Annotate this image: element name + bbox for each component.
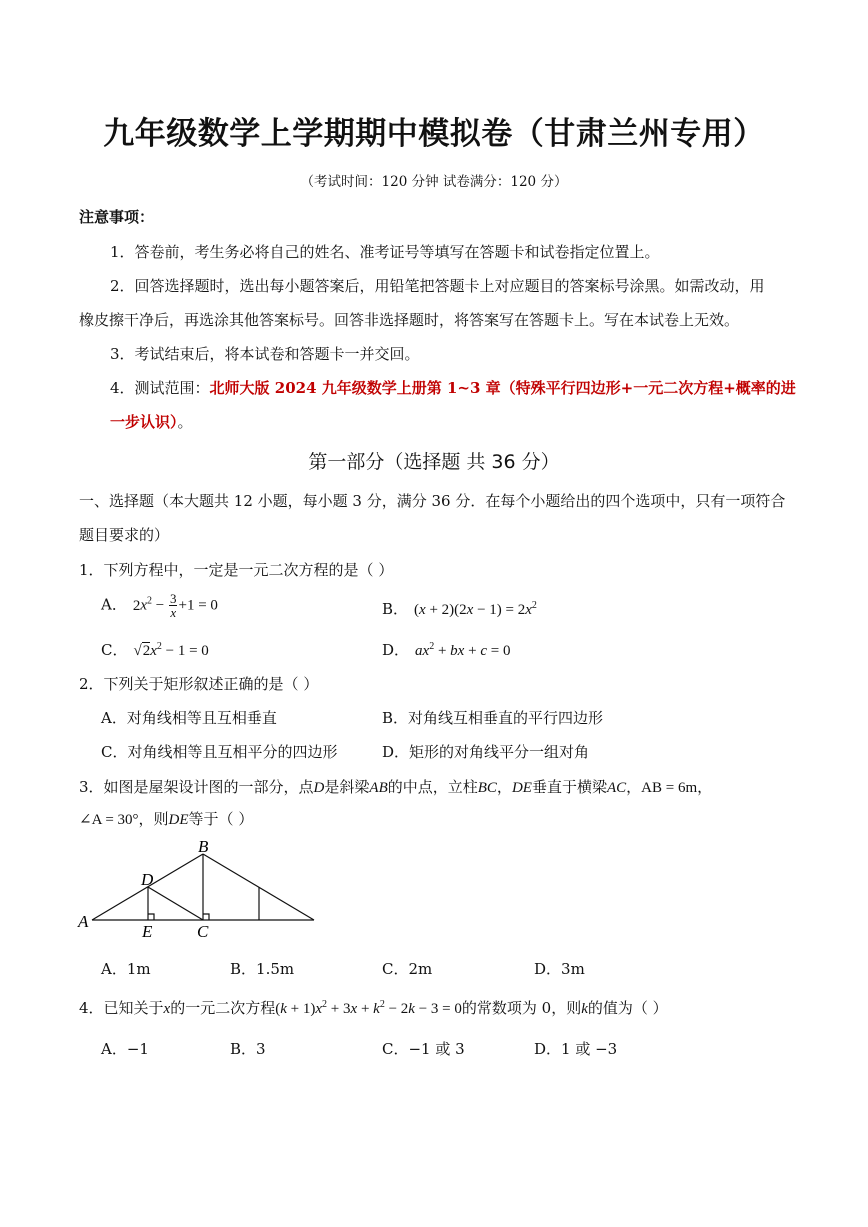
q4-option-c: C．−1 或 3	[382, 1040, 465, 1058]
note-4-line1	[110, 377, 796, 398]
section-instructions-line2: 题目要求的）	[79, 526, 170, 544]
q4-stem: 4．已知关于x的一元二次方程$(k + 1)x^2 + 3x + k^2 - 2k - 3 = 0$的常数项为 0，则k的值为（ ）	[79, 999, 668, 1017]
section-instructions-line1: 一、选择题（本大题共 12 小题，每小题 3 分，满分 36 分．在每个小题给出的四个选项中，只有一项符合	[79, 492, 786, 510]
exam-title: 九年级数学上学期期中模拟卷（甘肃兰州专用）	[103, 116, 765, 152]
note-3: 3．考试结束后，将本试卷和答题卡一并交回。	[110, 345, 420, 363]
q3-option-c: C．2m	[382, 960, 433, 978]
q2-option-b: B．对角线互相垂直的平行四边形	[382, 709, 604, 727]
q1-option-b: B． $(x + 2)(2x - 1) = 2x^2$	[382, 600, 537, 618]
q1-a-fraction: $\frac{3}{x}$	[169, 591, 177, 620]
label-D: D	[141, 870, 154, 889]
q4-option-b: B．3	[230, 1040, 266, 1058]
q1-option-d: D． $ax^2$ + bx + c = 0	[382, 641, 511, 659]
note-2-line1: 2．回答选择题时，选出每小题答案后，用铅笔把答题卡上对应题目的答案标号涂黑。如需改动，用	[110, 277, 765, 295]
right-angle-E	[148, 914, 154, 920]
q3-option-b: B．1.5m	[230, 960, 295, 978]
q3-stem-line2: ∠A = 30°，则DE等于（ ）	[79, 810, 254, 828]
notes-heading: 注意事项：	[79, 208, 155, 226]
segment-DC	[148, 887, 203, 920]
note-4-scope: 北师大版 2024 九年级数学上册第 1~3 章（特殊平行四边形+一元二次方程+概率的进	[209, 379, 796, 397]
q2-option-d: D．矩形的对角线平分一组对角	[382, 743, 590, 761]
q2-stem: 2．下列关于矩形叙述正确的是（ ）	[79, 675, 319, 693]
q3-option-d: D．3m	[534, 960, 585, 978]
q3-angle: ∠A = 30°	[79, 812, 139, 828]
q1-option-a: A． $2x^2$ − $\frac{3}{x}$ +1 = 0	[101, 591, 218, 620]
label-B: B	[198, 838, 209, 856]
q4-option-d: D．1 或 −3	[534, 1040, 618, 1058]
q3-condition: AB = 6m	[641, 780, 698, 796]
note-2-line2: 橡皮擦干净后，再选涂其他答案标号。回答非选择题时，将答案写在答题卡上。写在本试卷上无效。	[79, 311, 740, 329]
q3-option-a: A．1m	[101, 960, 151, 978]
label-A: A	[78, 912, 89, 931]
exam-subtitle: （考试时间：120 分钟 试卷满分：120 分）	[300, 174, 568, 190]
note-4-end: 。	[177, 413, 193, 431]
q1-option-c: C． $√2x^2 - 1 = 0$	[101, 641, 209, 659]
note-4-prefix: 4．测试范围：	[110, 379, 210, 397]
note-1: 1．答卷前，考生务必将自己的姓名、准考证号等填写在答题卡和试卷指定位置上。	[110, 243, 660, 261]
q4-equation: $(k + 1)x^2 + 3x + k^2 - 2k - 3 = 0$	[275, 999, 462, 1017]
section-title: 第一部分（选择题 共 36 分）	[308, 451, 560, 473]
q3-roof-truss-figure	[70, 838, 330, 948]
label-C: C	[197, 922, 209, 941]
q1-stem: 1．下列方程中，一定是一元二次方程的是（ ）	[79, 561, 394, 579]
note-4-scope-cont: 一步认识）	[110, 413, 178, 431]
q2-option-a: A．对角线相等且互相垂直	[101, 709, 277, 727]
right-angle-C	[203, 914, 209, 920]
q4-option-a: A．−1	[101, 1040, 149, 1058]
label-E: E	[142, 922, 153, 941]
note-4-line2	[110, 411, 193, 432]
q3-stem-line1: 3．如图是屋架设计图的一部分，点D是斜梁AB的中点，立柱BC，DE垂直于横梁AC，AB = 6m，	[79, 778, 713, 796]
q2-option-c: C．对角线相等且互相平分的四边形	[101, 743, 338, 761]
